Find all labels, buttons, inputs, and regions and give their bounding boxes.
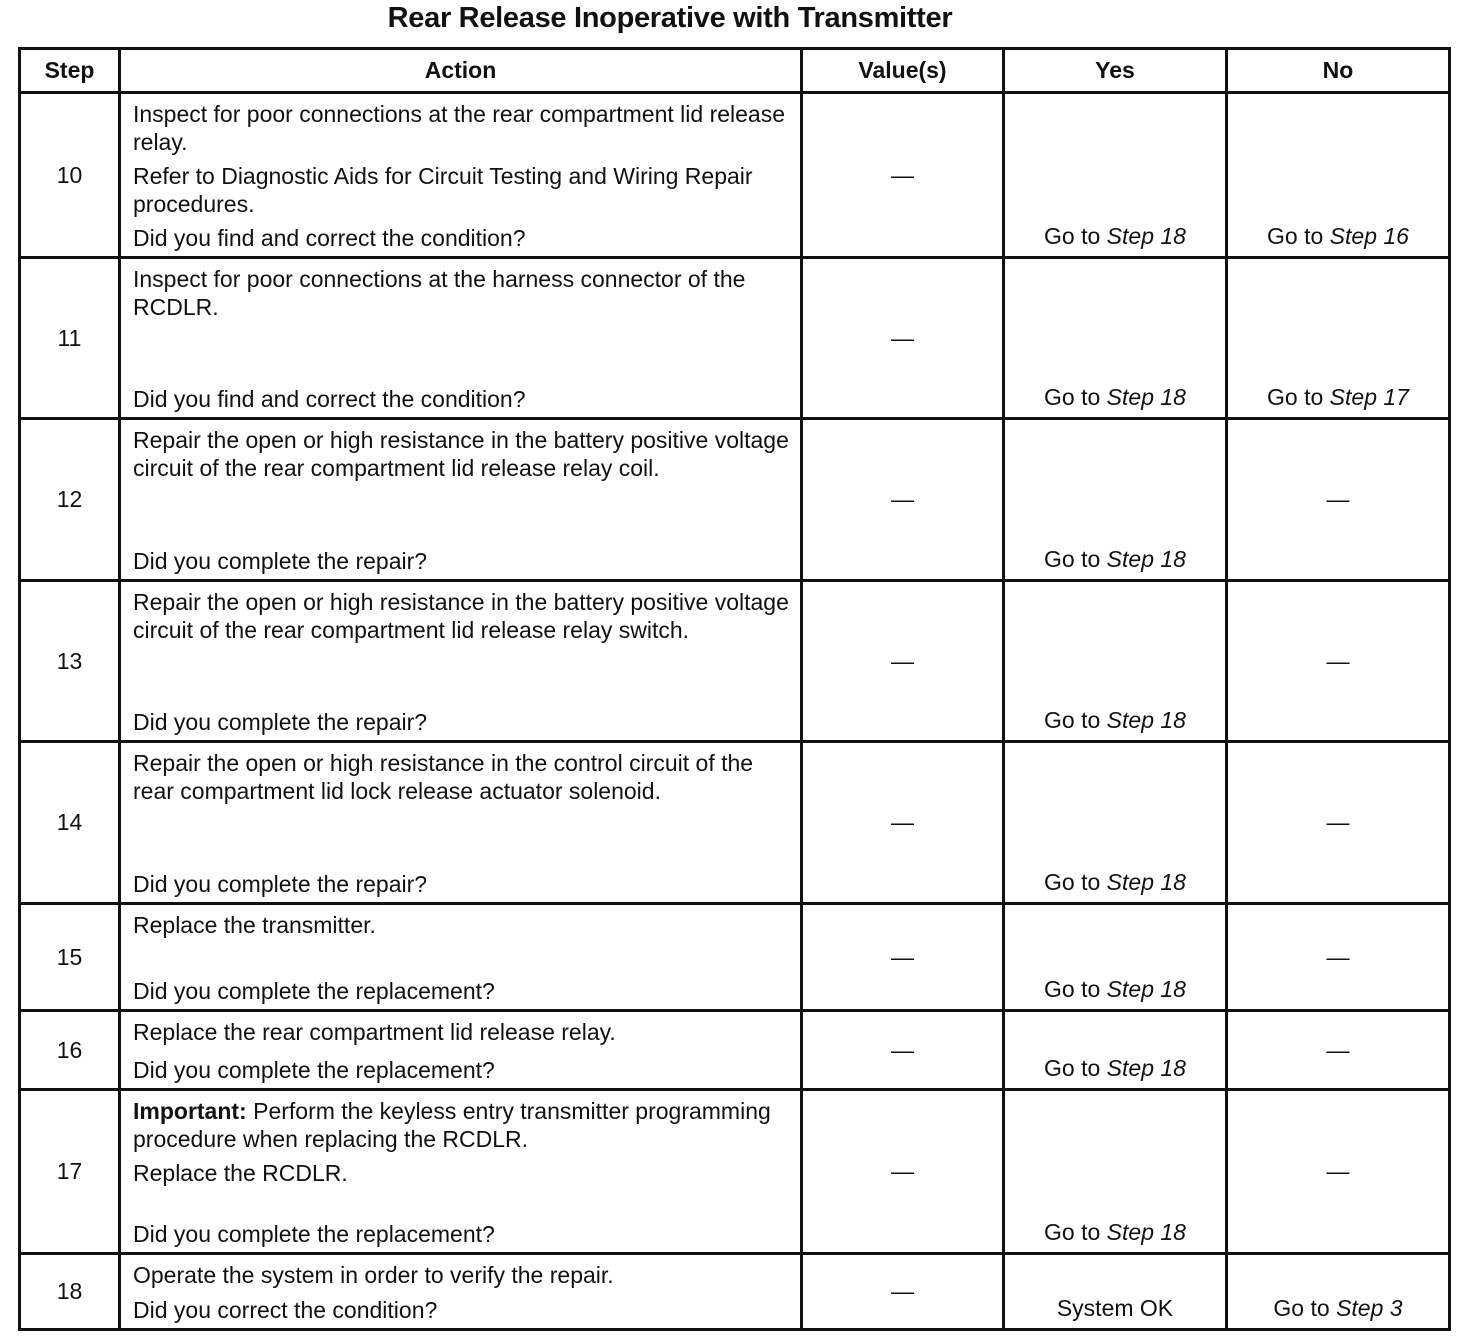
- no-outcome: [1227, 419, 1450, 581]
- table-row: [20, 742, 1450, 904]
- page-title: Rear Release Inoperative with Transmitter: [387, 2, 953, 34]
- go-to-label: Go to: [1044, 1055, 1101, 1081]
- table-row: [20, 419, 1450, 581]
- action-question: Did you complete the replacement?: [133, 978, 495, 1004]
- header-values: Value(s): [802, 49, 1004, 93]
- go-to-label: Go to: [1267, 223, 1324, 249]
- action-instruction: [133, 911, 790, 939]
- instruction-text: Refer to Diagnostic Aids for Circuit Testing and Wiring Repair procedures.: [133, 163, 753, 217]
- step-number: 10: [20, 93, 120, 258]
- dash-mark: —: [1326, 647, 1350, 674]
- no-outcome: [1227, 93, 1450, 258]
- action-cell: [120, 258, 802, 419]
- dash-mark: —: [1326, 943, 1350, 970]
- yes-outcome: [1004, 904, 1227, 1011]
- go-to-label: Go to: [1044, 976, 1101, 1002]
- action-cell: [120, 742, 802, 904]
- step-number: 11: [20, 258, 120, 419]
- step-reference: Step 18: [1106, 1219, 1186, 1245]
- go-to-label: Go to: [1044, 707, 1101, 733]
- yes-outcome: [1004, 1090, 1227, 1254]
- yes-outcome: [1004, 419, 1227, 581]
- no-outcome: [1227, 904, 1450, 1011]
- step-number: 13: [20, 581, 120, 742]
- action-instruction: [133, 588, 790, 644]
- value-cell: —: [802, 258, 1004, 419]
- step-number: 17: [20, 1090, 120, 1254]
- action-instruction: [133, 1097, 790, 1153]
- no-outcome: [1227, 1011, 1450, 1090]
- table-row: [20, 1254, 1450, 1330]
- step-reference: Step 18: [1106, 223, 1186, 249]
- action-instruction: [133, 265, 790, 321]
- header-no: No: [1227, 49, 1450, 93]
- instruction-text: Repair the open or high resistance in the control circuit of the rear compartment lid lock release actuator solenoid.: [133, 750, 754, 804]
- step-reference: Step 18: [1106, 869, 1186, 895]
- instruction-text: Replace the transmitter.: [133, 912, 376, 938]
- value-cell: —: [802, 742, 1004, 904]
- value-cell: —: [802, 1011, 1004, 1090]
- instruction-text: Perform the keyless entry transmitter programming procedure when replacing the RCDLR.: [133, 1098, 771, 1152]
- action-cell: [120, 1254, 802, 1330]
- header-row: [20, 49, 1450, 93]
- action-question: Did you complete the replacement?: [133, 1057, 495, 1083]
- action-cell: [120, 581, 802, 742]
- step-reference: Step 16: [1329, 223, 1409, 249]
- value-cell: —: [802, 1090, 1004, 1254]
- yes-outcome: [1004, 93, 1227, 258]
- step-reference: Step 18: [1106, 976, 1186, 1002]
- step-reference: Step 18: [1106, 546, 1186, 572]
- value-cell: —: [802, 904, 1004, 1011]
- table-row: [20, 1011, 1450, 1090]
- action-question: Did you complete the repair?: [133, 709, 428, 735]
- go-to-label: Go to: [1267, 384, 1324, 410]
- instruction-text: Replace the rear compartment lid release relay.: [133, 1019, 616, 1045]
- value-cell: —: [802, 419, 1004, 581]
- action-instruction: [133, 1261, 790, 1289]
- action-question: Did you find and correct the condition?: [133, 225, 526, 251]
- action-cell: [120, 419, 802, 581]
- outcome-text: System OK: [1056, 1295, 1174, 1321]
- step-number: 15: [20, 904, 120, 1011]
- no-outcome: [1227, 1254, 1450, 1330]
- action-question: Did you correct the condition?: [133, 1297, 438, 1323]
- go-to-label: Go to: [1044, 869, 1101, 895]
- dash-mark: —: [1326, 809, 1350, 835]
- action-instruction: [133, 100, 790, 156]
- step-number: 18: [20, 1254, 120, 1330]
- action-cell: [120, 93, 802, 258]
- value-cell: —: [802, 1254, 1004, 1330]
- action-question: Did you find and correct the condition?: [133, 386, 526, 412]
- yes-outcome: [1004, 258, 1227, 419]
- dash-mark: —: [1326, 1158, 1350, 1184]
- yes-outcome: [1004, 742, 1227, 904]
- instruction-text: Inspect for poor connections at the rear compartment lid release relay.: [133, 101, 786, 155]
- yes-outcome: [1004, 1011, 1227, 1090]
- dash-mark: —: [1326, 486, 1350, 512]
- action-instruction: [133, 1159, 790, 1187]
- table-row: [20, 904, 1450, 1011]
- step-reference: Step 18: [1106, 1055, 1186, 1081]
- header-yes: Yes: [1004, 49, 1227, 93]
- go-to-label: Go to: [1044, 546, 1101, 572]
- step-number: 12: [20, 419, 120, 581]
- action-cell: [120, 1090, 802, 1254]
- table-row: [20, 258, 1450, 419]
- table-row: [20, 93, 1450, 258]
- no-outcome: [1227, 1090, 1450, 1254]
- go-to-label: Go to: [1044, 384, 1101, 410]
- action-question: Did you complete the repair?: [133, 548, 428, 574]
- go-to-label: Go to: [1044, 223, 1101, 249]
- step-reference: Step 18: [1106, 384, 1186, 410]
- table-row: [20, 1090, 1450, 1254]
- dash-mark: —: [1326, 1036, 1350, 1063]
- action-cell: [120, 904, 802, 1011]
- step-reference: Step 18: [1106, 707, 1186, 733]
- step-reference: Step 17: [1329, 384, 1409, 410]
- step-number: 16: [20, 1011, 120, 1090]
- go-to-label: Go to: [1044, 1219, 1101, 1245]
- no-outcome: [1227, 581, 1450, 742]
- yes-outcome: [1004, 581, 1227, 742]
- action-instruction: [133, 162, 790, 218]
- action-cell: [120, 1011, 802, 1090]
- action-instruction: [133, 749, 790, 805]
- instruction-text: Inspect for poor connections at the harness connector of the RCDLR.: [133, 266, 746, 320]
- important-label: Important:: [133, 1098, 247, 1124]
- no-outcome: [1227, 258, 1450, 419]
- yes-outcome: [1004, 1254, 1227, 1330]
- step-reference: Step 3: [1336, 1295, 1403, 1321]
- action-instruction: [133, 426, 790, 482]
- step-number: 14: [20, 742, 120, 904]
- table-row: [20, 581, 1450, 742]
- table-body: [20, 93, 1450, 1330]
- action-question: Did you complete the repair?: [133, 871, 428, 897]
- instruction-text: Repair the open or high resistance in the battery positive voltage circuit of the rear compartment lid release relay coil.: [133, 427, 789, 481]
- instruction-text: Replace the RCDLR.: [133, 1160, 348, 1186]
- header-action: Action: [120, 49, 802, 93]
- go-to-label: Go to: [1273, 1295, 1330, 1321]
- value-cell: —: [802, 93, 1004, 258]
- header-step: Step: [20, 49, 120, 93]
- action-instruction: [133, 1018, 790, 1046]
- instruction-text: Operate the system in order to verify the repair.: [133, 1262, 614, 1288]
- action-question: Did you complete the replacement?: [133, 1221, 495, 1247]
- value-cell: —: [802, 581, 1004, 742]
- instruction-text: Repair the open or high resistance in the battery positive voltage circuit of the rear compartment lid release relay switch.: [133, 589, 789, 643]
- diagnostic-table: [18, 47, 1451, 1331]
- no-outcome: [1227, 742, 1450, 904]
